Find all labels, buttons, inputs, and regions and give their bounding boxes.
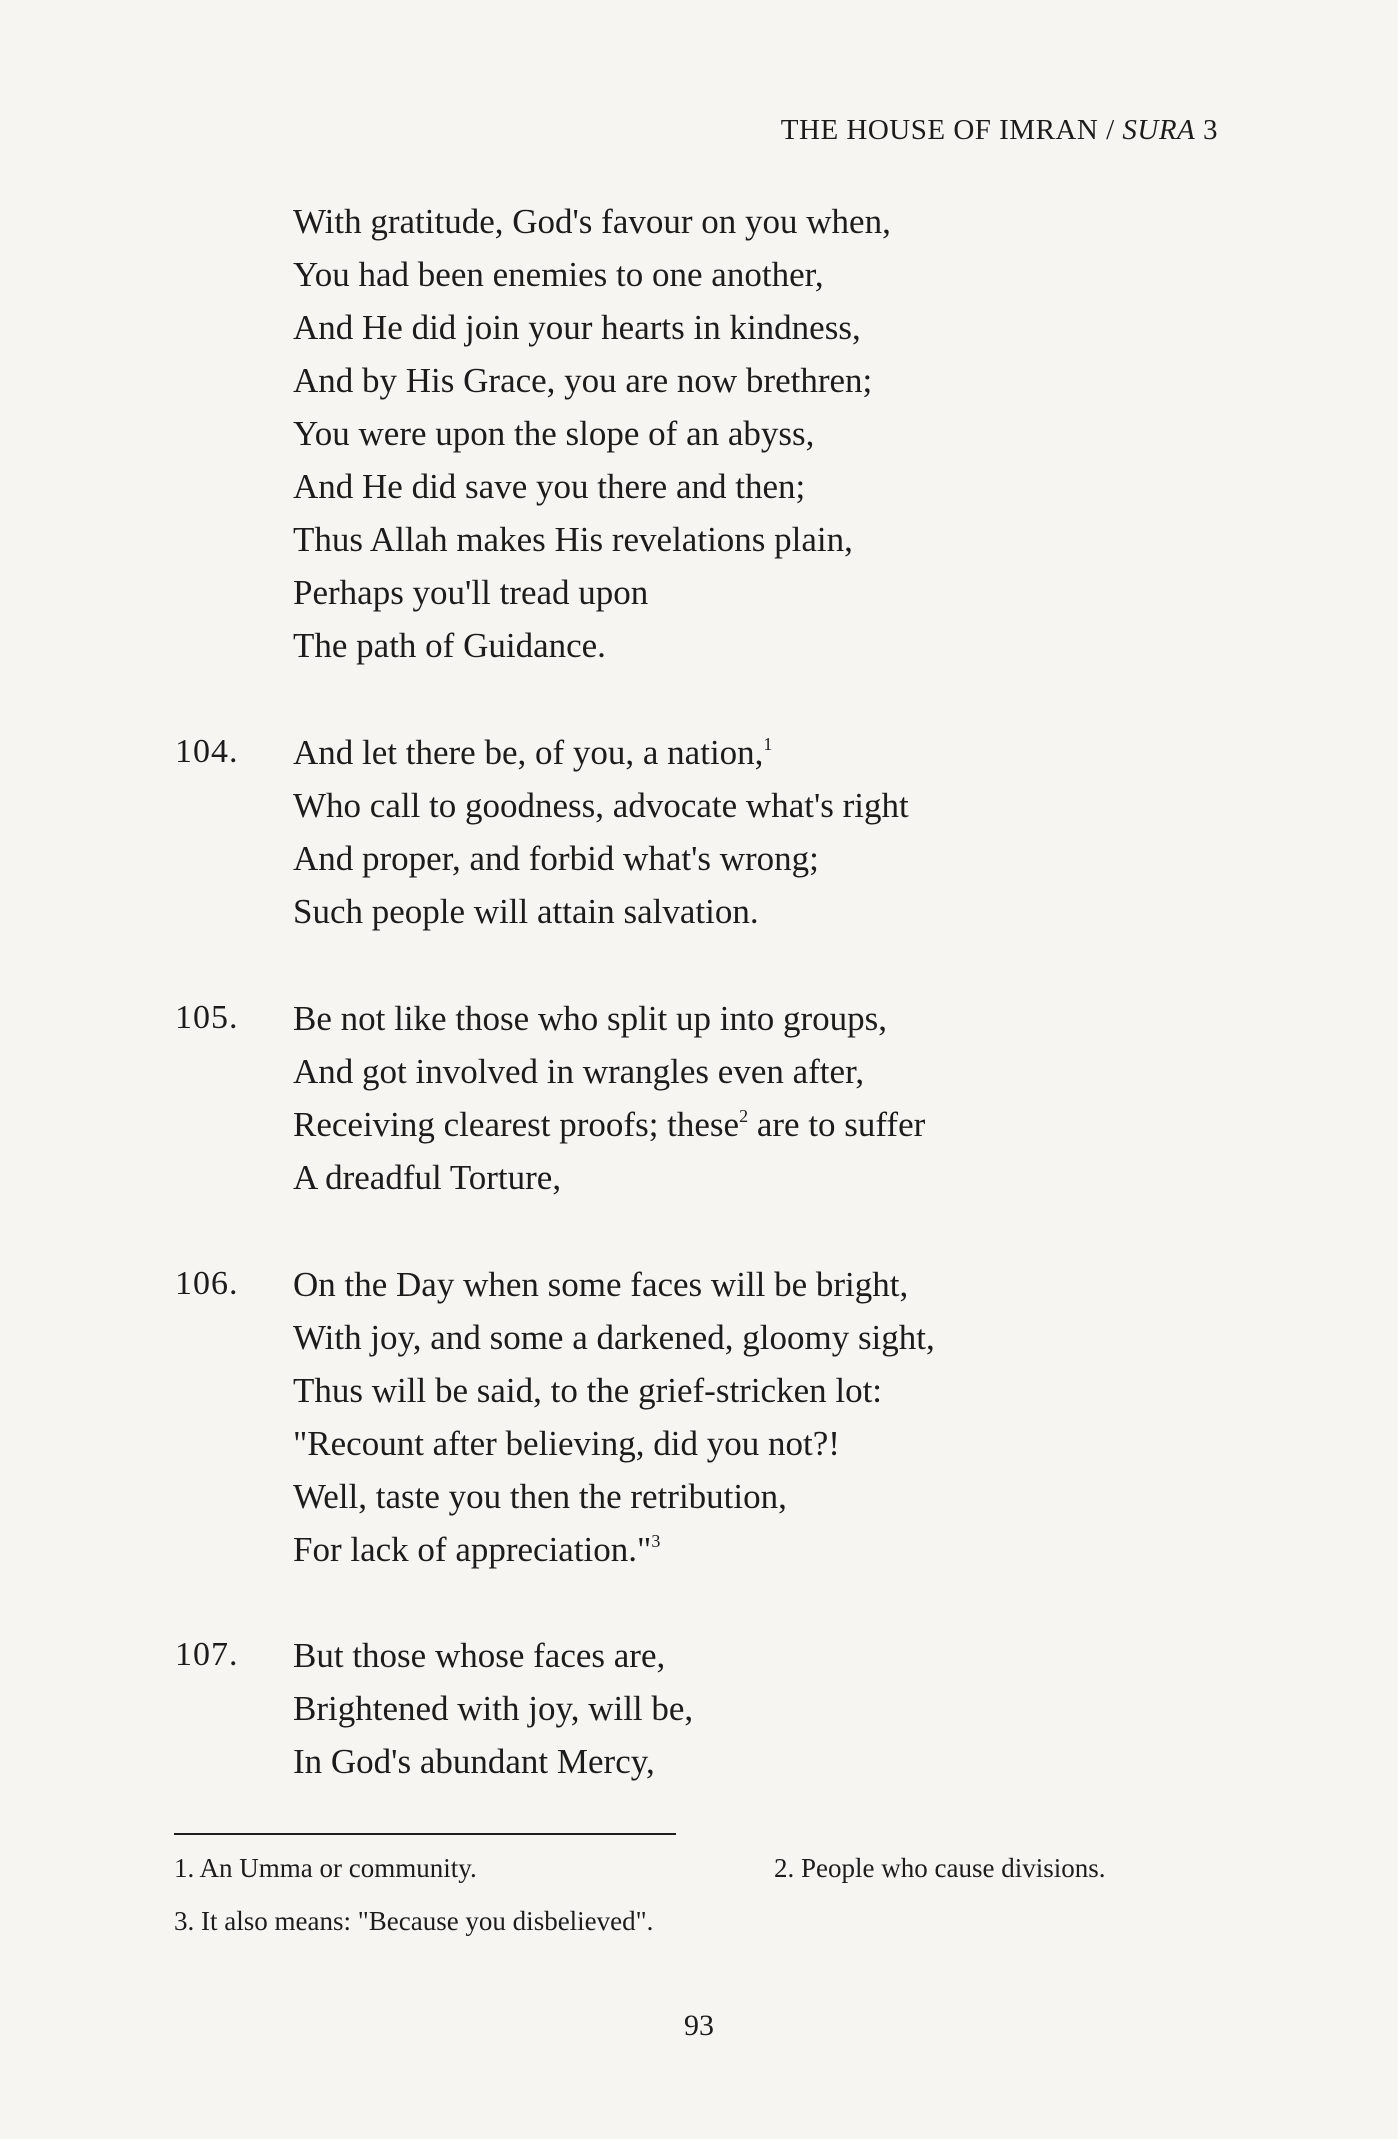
verse-line: Perhaps you'll tread upon (293, 573, 649, 612)
verse-line: A dreadful Torture, (293, 1158, 562, 1197)
verse-line: You had been enemies to one another, (293, 255, 824, 294)
footnote-ref-1: 1 (763, 734, 773, 754)
header-sura-label: SURA (1122, 114, 1196, 146)
verse-line: Brightened with joy, will be, (293, 1689, 694, 1728)
verse-line: You were upon the slope of an abyss, (293, 414, 815, 453)
verse-line: Who call to goodness, advocate what's right (293, 786, 909, 825)
verse-line: On the Day when some faces will be bright, (293, 1265, 909, 1304)
verse-line: With gratitude, God's favour on you when, (293, 202, 891, 241)
verse-line: Thus will be said, to the grief-stricken lot: (293, 1371, 883, 1410)
footnote-3: 3. It also means: "Because you disbelieved". (174, 1906, 654, 1936)
verse-line: And He did join your hearts in kindness, (293, 308, 861, 347)
footnote-2: 2. People who cause divisions. (774, 1853, 1106, 1883)
verse-number: 107. (175, 1636, 239, 1673)
footnote-ref-2: 2 (739, 1106, 749, 1126)
verse-line: And He did save you there and then; (293, 467, 806, 506)
verse-line: And by His Grace, you are now brethren; (293, 361, 873, 400)
verse-line: Be not like those who split up into groups, (293, 999, 888, 1038)
verse-number: 104. (175, 733, 239, 770)
footnote-divider (174, 1833, 676, 1835)
verse-line: The path of Guidance. (293, 626, 606, 665)
verse-line: Such people will attain salvation. (293, 892, 759, 931)
page-number: 93 (684, 2009, 714, 2042)
running-header (781, 114, 1218, 147)
verse-line: But those whose faces are, (293, 1636, 666, 1675)
verse-number: 106. (175, 1265, 239, 1302)
header-title: THE HOUSE OF IMRAN / (780, 114, 1123, 146)
verse-line: "Recount after believing, did you not?! (293, 1424, 840, 1463)
verse-line: Thus Allah makes His revelations plain, (293, 520, 853, 559)
verse-line: And let there be, of you, a nation,$^1$ (293, 733, 773, 772)
verse-line: In God's abundant Mercy, (293, 1742, 655, 1781)
verse-line: With joy, and some a darkened, gloomy sight, (293, 1318, 935, 1357)
verse-line: Receiving clearest proofs; these$^2$ are to suffer (293, 1105, 926, 1144)
verse-number: 105. (175, 999, 239, 1036)
header-sura-number: 3 (1195, 114, 1218, 146)
verse-line: For lack of appreciation."$^3$ (293, 1530, 661, 1569)
verse-line: And got involved in wrangles even after, (293, 1052, 865, 1091)
verse-line: Well, taste you then the retribution, (293, 1477, 787, 1516)
footnote-1: 1. An Umma or community. (174, 1853, 477, 1883)
verse-line: And proper, and forbid what's wrong; (293, 839, 819, 878)
footnote-ref-3: 3 (651, 1531, 661, 1551)
